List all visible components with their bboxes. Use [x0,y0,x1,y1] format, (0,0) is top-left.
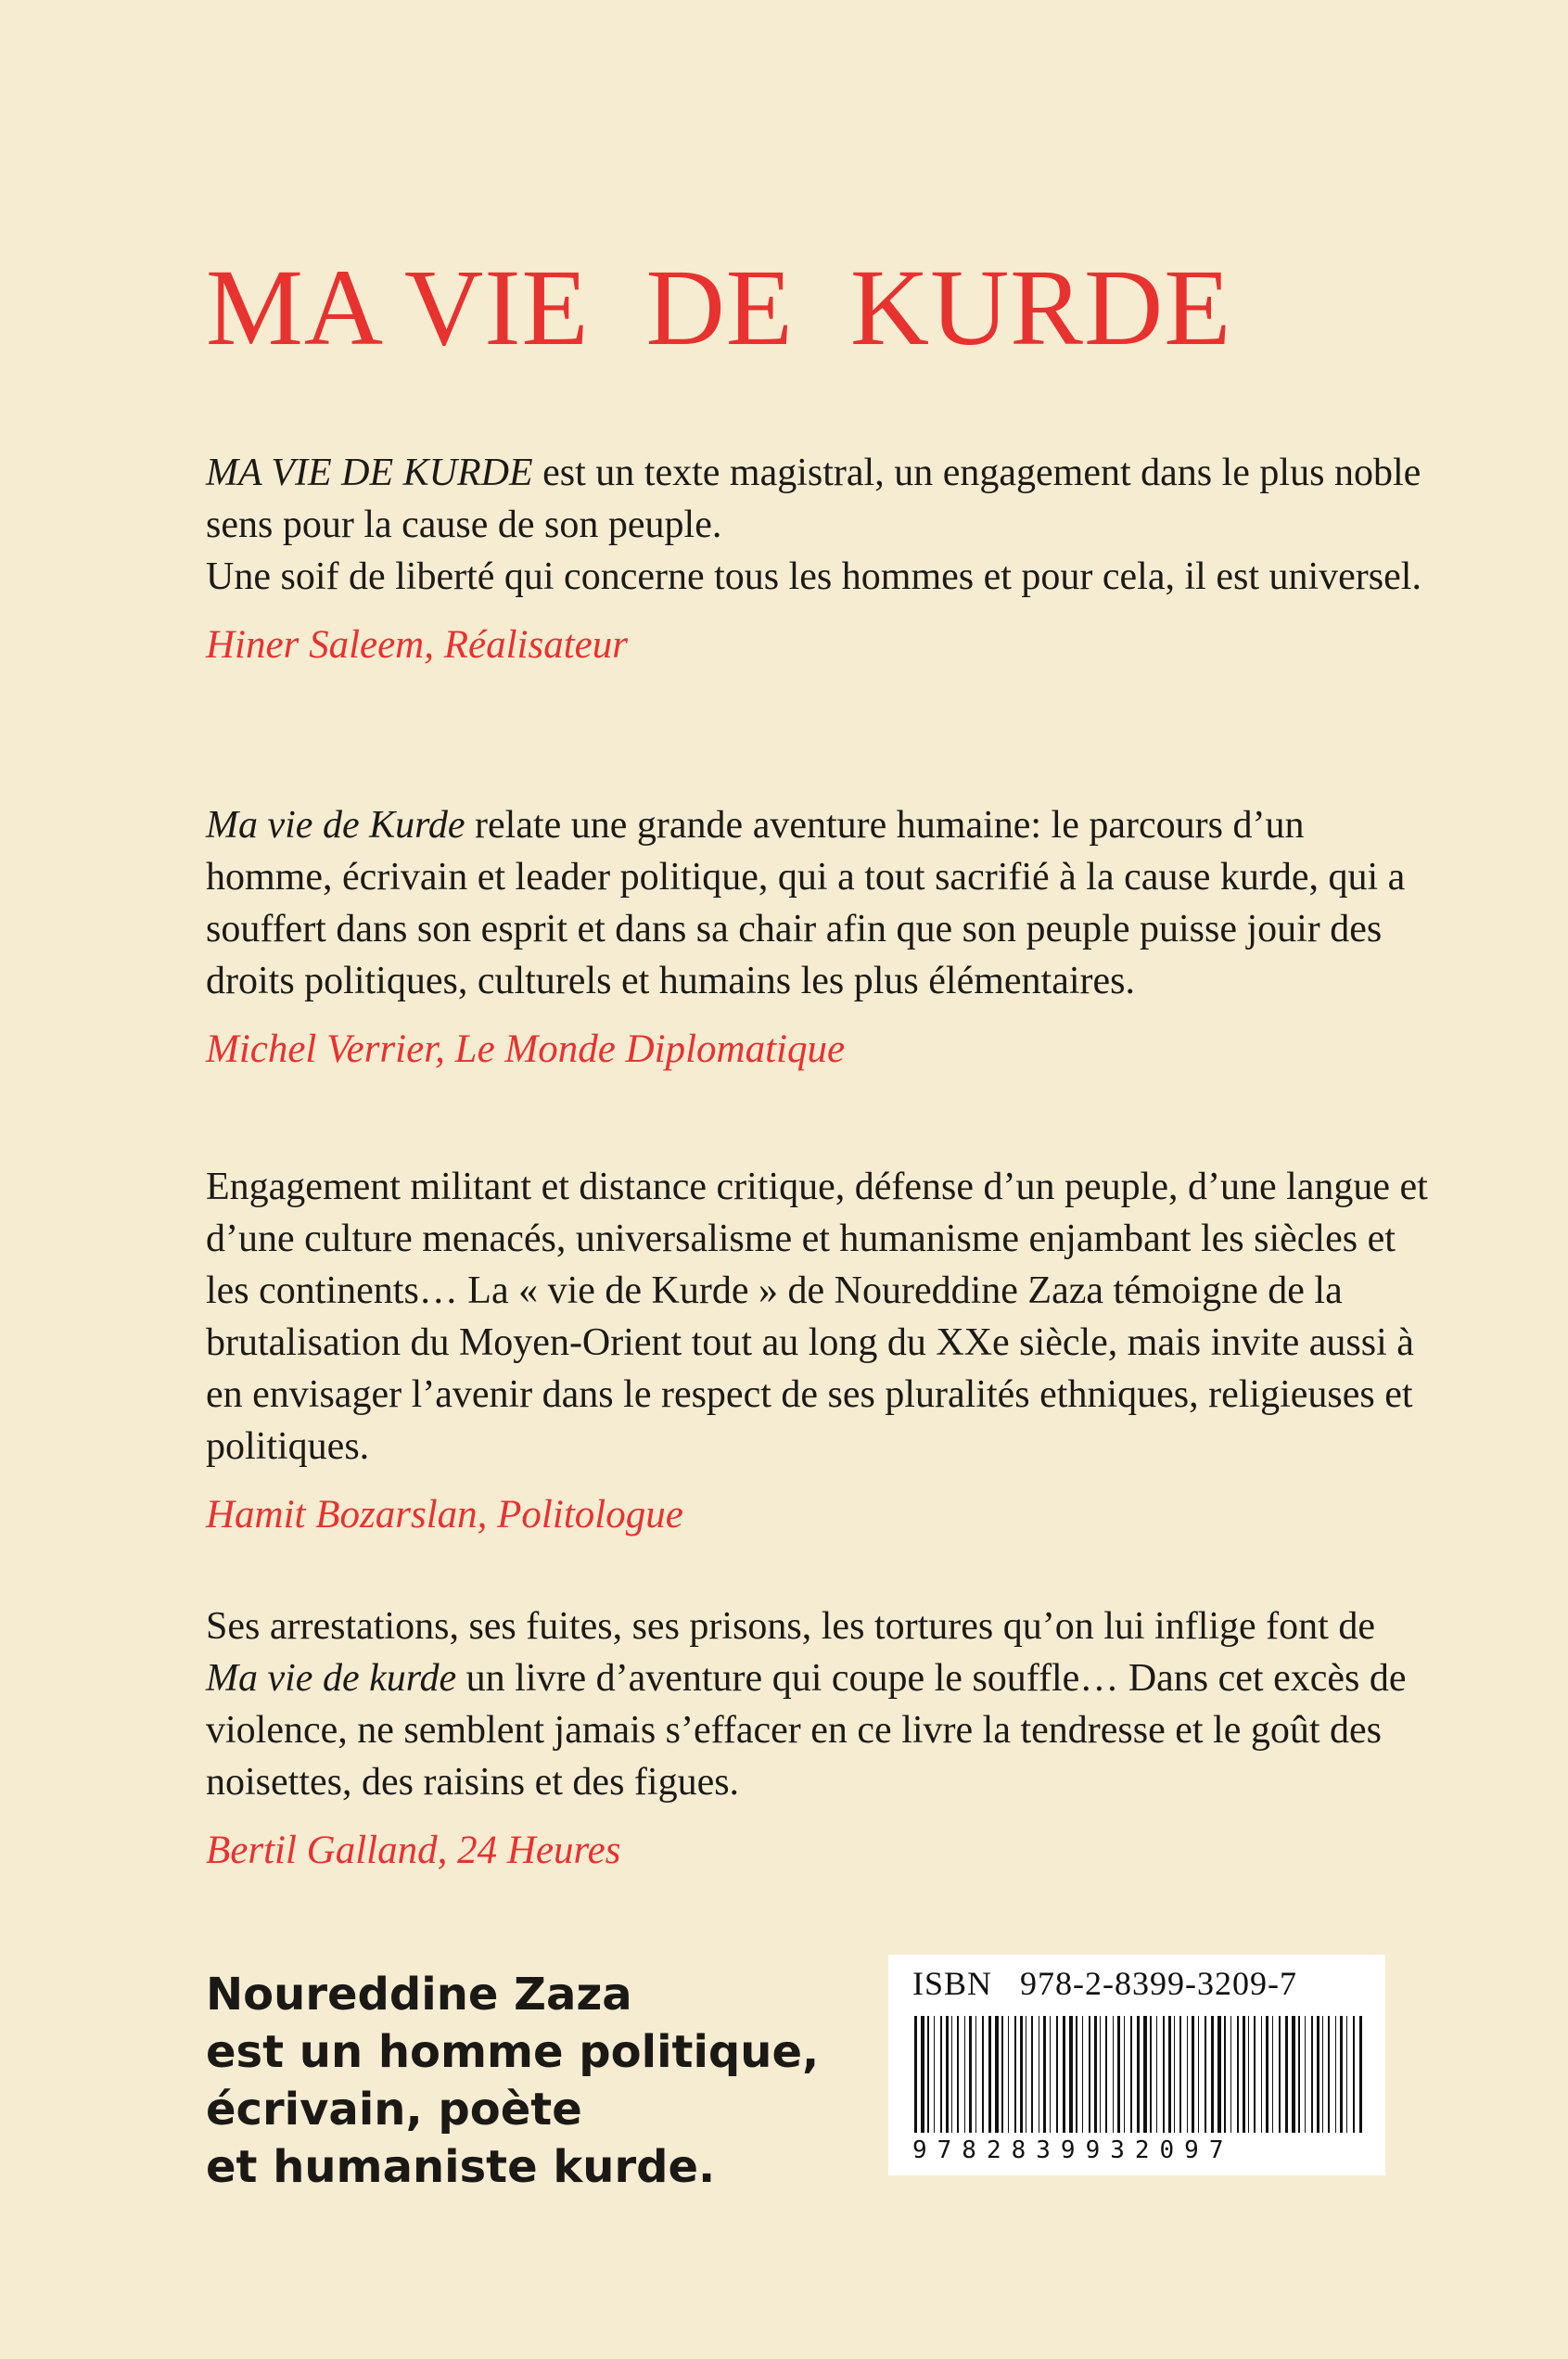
quote-4-body-1: Ses arrestations, ses fuites, ses prisons, les tortures qu’on lui inflige font de [206,1605,1375,1648]
barcode-bar [1353,2016,1355,2133]
barcode-bar [951,2016,952,2133]
barcode-bar [1292,2016,1295,2133]
barcode-bar [982,2016,984,2133]
barcode-bar [1192,2016,1194,2133]
author-line-1: Noureddine Zaza [206,1969,632,2021]
barcode-bar [946,2016,949,2133]
quote-4-body-2: un livre d’aventure qui coupe le souffle… Dans cet excès de violence, ne semblent jamais s’effacer en ce livre la tendresse et le goût des noisettes, des raisins et des figues. [206,1657,1407,1804]
barcode-bar [1224,2016,1226,2133]
quote-2-attribution: Michel Verrier, Le Monde Diplomatique [206,1027,846,1071]
quote-2 [206,799,1430,1076]
barcode-bar [1001,2016,1003,2133]
author-blurb [206,1966,855,2196]
quote-2-title-italic: Ma vie de Kurde [206,804,465,847]
quote-3 [206,1161,1430,1541]
quote-1-body: est un texte magistral, un engagement dans le plus noble sens pour la cause de son peuple. [206,452,1421,546]
barcode-bar [1031,2016,1033,2133]
quote-1-text [206,447,1430,551]
quote-2-text [206,799,1430,1007]
barcode-bar [1279,2016,1281,2133]
barcode-bar [1285,2016,1288,2133]
barcode-bar [1187,2016,1188,2133]
barcode-bar [1043,2016,1046,2133]
quote-4-title-italic: Ma vie de kurde [206,1657,457,1700]
barcode-bar [1340,2016,1343,2133]
barcode-bar [975,2016,976,2133]
quote-1-body-2: Une soif de liberté qui concerne tous les hommes et pour cela, il est universel. [206,555,1421,598]
barcode-bar [1254,2016,1256,2133]
barcode-bar [1089,2016,1090,2133]
barcode-bar [957,2016,959,2133]
barcode-bar [1328,2016,1330,2133]
barcode-bar [1243,2016,1245,2133]
barcode-bar [921,2016,924,2133]
barcode-bar [1014,2016,1016,2133]
quote-1-title-italic: MA VIE DE KURDE [206,452,533,494]
barcode-bar [1156,2016,1157,2133]
barcode-bar [1248,2016,1249,2133]
barcode-bar [1266,2016,1268,2133]
barcode-bar [1082,2016,1083,2133]
quote-3-text: Engagement militant et distance critique, défense d’un peuple, d’une langue et d’une culture menacés, universalisme et humanisme enjambant les siècles et les continents… La « vie de Kurde » de Noureddine Zaza témoigne de la brutalisation du Moyen-Orient tout au long du XXe siècle, mais invite aussi à en envisager l’avenir dans le respect de ses pluralités ethniques, religieuses et politiques. [206,1166,1428,1468]
quote-1 [206,447,1430,671]
barcode-bar [1205,2016,1206,2133]
barcode-bar [914,2016,917,2133]
barcode-bar [940,2016,942,2133]
barcode-bar [934,2016,935,2133]
quote-3-attribution: Hamit Bozarslan, Politologue [206,1493,683,1537]
barcode-bar [964,2016,965,2133]
barcode-bar [1346,2016,1347,2133]
barcode-bar [1020,2016,1023,2133]
barcode-bar [1298,2016,1300,2133]
barcode-bar [1130,2016,1132,2133]
barcode-bars [912,2016,1367,2133]
quote-1-text-2 [206,551,1430,603]
barcode-bar [1261,2016,1262,2133]
barcode-bar [1113,2016,1114,2133]
barcode-bar [1137,2016,1140,2133]
barcode-bar [1237,2016,1239,2133]
author-line-2: est un homme politique, [206,2026,820,2078]
barcode-bar [995,2016,999,2133]
barcode-bar [1311,2016,1313,2133]
barcode-bar [1322,2016,1323,2133]
barcode-bar [1163,2016,1165,2133]
quote-4 [206,1600,1430,1877]
barcode-bar [1305,2016,1306,2133]
barcode-bar [1211,2016,1214,2133]
barcode-bar [1076,2016,1077,2133]
barcode-bar [1008,2016,1009,2133]
isbn-barcode [888,1955,1385,2175]
quote-4-attribution: Bertil Galland, 24 Heures [206,1829,621,1872]
book-title: MA VIE DE KURDE [206,247,1232,368]
barcode-bar [969,2016,972,2133]
barcode-bar [1359,2016,1362,2133]
author-line-4: et humaniste kurde. [206,2141,716,2193]
quote-4-text [206,1600,1430,1808]
barcode-bar [1317,2016,1319,2133]
barcode-bar [1179,2016,1181,2133]
quote-2-body: relate une grande aventure humaine: le parcours d’un homme, écrivain et leader politique, qui a tout sacrifié à la cause kurde, qui a souffert dans son esprit et dans sa chair afin que son peuple puisse jouir des droits politiques, culturels et humains les plus élémentaires. [206,804,1406,1002]
barcode-bar [1050,2016,1051,2133]
barcode-bar [1335,2016,1336,2133]
isbn-digits: 9782839932097 [912,2136,1234,2164]
barcode-bar [1063,2016,1065,2133]
barcode-bar [927,2016,929,2133]
isbn-label: ISBN 978-2-8399-3209-7 [912,1965,1297,2002]
barcode-bar [1143,2016,1147,2133]
author-line-3: écrivain, poète [206,2084,582,2136]
barcode-bar [1217,2016,1221,2133]
barcode-bar [1056,2016,1058,2133]
barcode-bar [1230,2016,1231,2133]
barcode-bar [1168,2016,1171,2133]
barcode-bar [1150,2016,1152,2133]
barcode-bar [1069,2016,1073,2133]
barcode-bar [1124,2016,1125,2133]
barcode-bar [1117,2016,1120,2133]
barcode-bar [1100,2016,1101,2133]
barcode-bar [1105,2016,1107,2133]
barcode-bar [1094,2016,1097,2133]
barcode-bar [1174,2016,1175,2133]
barcode-bar [1272,2016,1273,2133]
barcode-bar [988,2016,991,2133]
quote-1-attribution: Hiner Saleem, Réalisateur [206,623,628,667]
barcode-bar [1198,2016,1199,2133]
